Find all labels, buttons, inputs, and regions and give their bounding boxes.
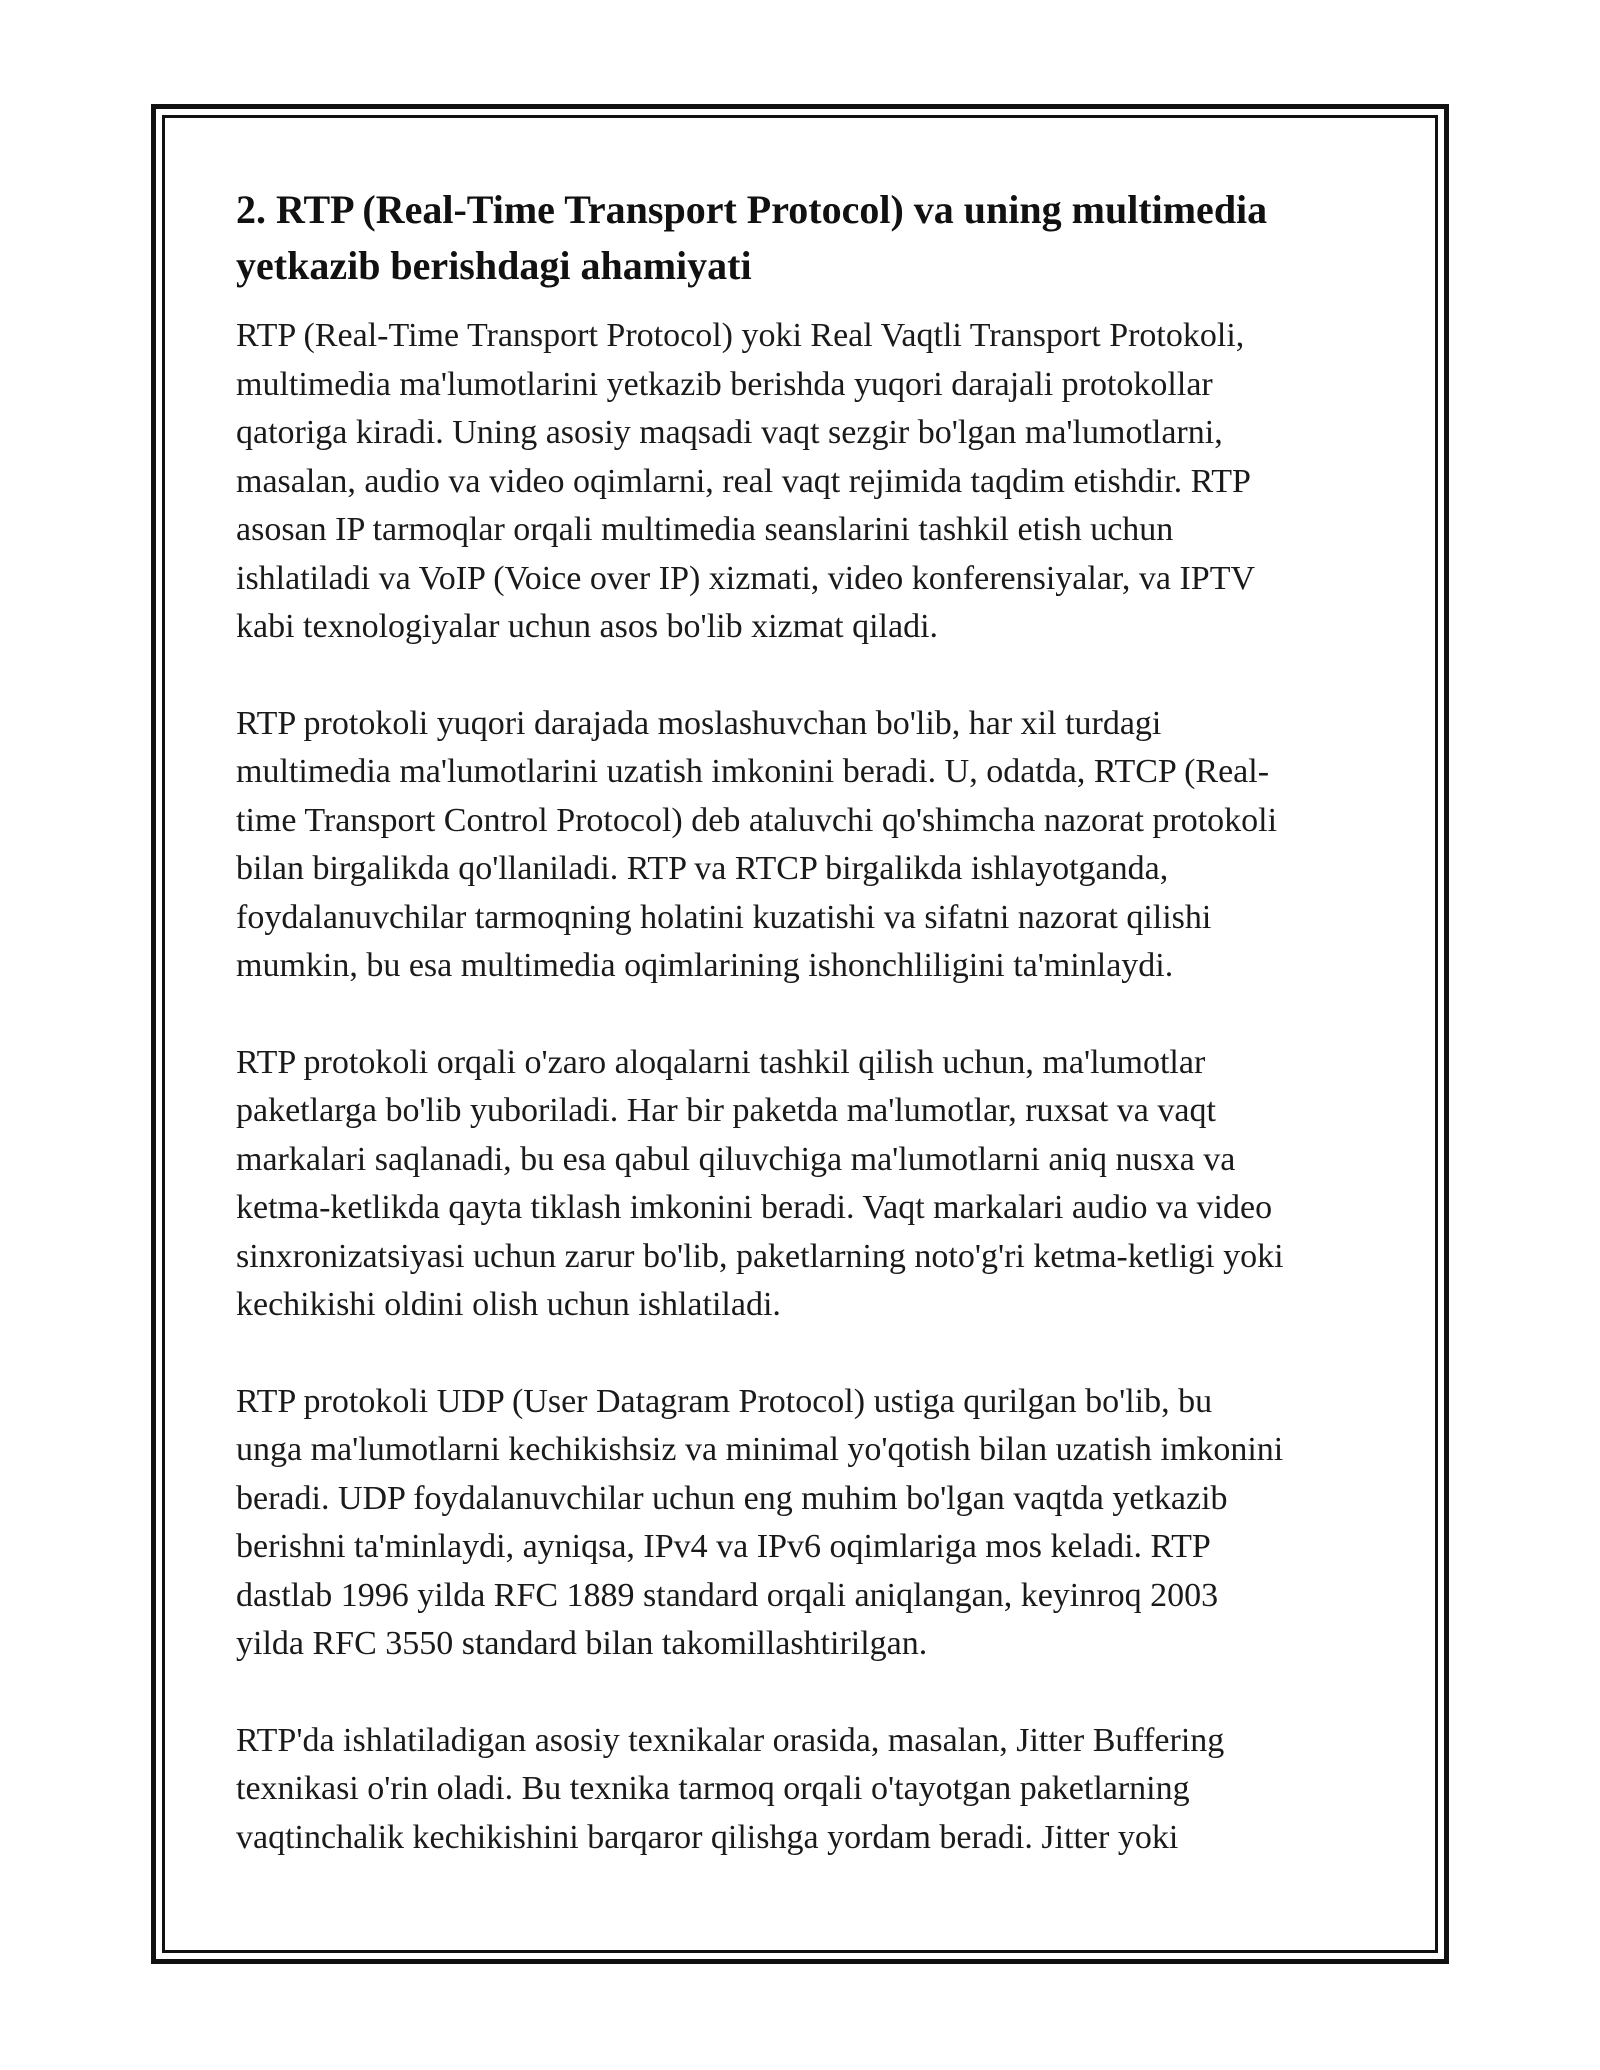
- paragraph-line: kechikishi oldini olish uchun ishlatiladi.: [236, 1286, 781, 1323]
- paragraph-line: multimedia ma'lumotlarini yetkazib berishda yuqori darajali protokollar: [236, 365, 1213, 403]
- paragraph-line: sinxronizatsiyasi uchun zarur bo'lib, paketlarning noto'g'ri ketma-ketligi yoki: [236, 1237, 1284, 1275]
- paragraph-line: bilan birgalikda qo'llaniladi. RTP va RTCP birgalikda ishlayotganda,: [236, 850, 1169, 887]
- paragraph-line: dastlab 1996 yilda RFC 1889 standard orqali aniqlangan, keyinroq 2003: [236, 1576, 1219, 1614]
- paragraph-line: yilda RFC 3550 standard bilan takomillashtirilgan.: [236, 1625, 928, 1662]
- paragraph-line: mumkin, bu esa multimedia oqimlarining ishonchliligini ta'minlaydi.: [236, 947, 1174, 984]
- section-title-line-1: 2. RTP (Real-Time Transport Protocol) va uning multimedia: [236, 187, 1268, 232]
- paragraph-line: beradi. UDP foydalanuvchilar uchun eng muhim bo'lgan vaqtda yetkazib: [236, 1479, 1228, 1517]
- paragraph-line: ketma-ketlikda qayta tiklash imkonini beradi. Vaqt markalari audio va video: [236, 1189, 1273, 1226]
- document-body: [236, 182, 1376, 1910]
- paragraph-line: RTP protokoli orqali o'zaro aloqalarni tashkil qilish uchun, ma'lumotlar: [236, 1043, 1206, 1081]
- paragraph-line: masalan, audio va video oqimlarni, real vaqt rejimida taqdim etishdir. RTP: [236, 462, 1251, 500]
- paragraph-line: vaqtinchalik kechikishini barqaror qilishga yordam beradi. Jitter yoki: [236, 1818, 1179, 1856]
- paragraph-line: multimedia ma'lumotlarini uzatish imkonini beradi. U, odatda, RTCP (Real-: [236, 753, 1270, 790]
- paragraph-line: berishni ta'minlaydi, ayniqsa, IPv4 va IPv6 oqimlariga mos keladi. RTP: [236, 1528, 1211, 1565]
- paragraph-line: qatoriga kiradi. Uning asosiy maqsadi vaqt sezgir bo'lgan ma'lumotlarni,: [236, 414, 1223, 451]
- paragraph-line: ishlatiladi va VoIP (Voice over IP) xizmati, video konferensiyalar, va IPTV: [236, 559, 1256, 597]
- paragraph-line: RTP protokoli yuqori darajada moslashuvchan bo'lib, har xil turdagi: [236, 704, 1162, 742]
- paragraph-line: texnikasi o'rin oladi. Bu texnika tarmoq orqali o'tayotgan paketlarning: [236, 1770, 1190, 1807]
- paragraph-1: [236, 312, 1376, 652]
- paragraph-4: [236, 1378, 1376, 1669]
- paragraph-line: RTP'da ishlatiladigan asosiy texnikalar orasida, masalan, Jitter Buffering: [236, 1721, 1225, 1759]
- paragraph-2: [236, 700, 1376, 991]
- paragraph-3: [236, 1039, 1376, 1330]
- paragraph-line: foydalanuvchilar tarmoqning holatini kuzatishi va sifatni nazorat qilishi: [236, 898, 1212, 936]
- paragraph-line: markalari saqlanadi, bu esa qabul qiluvchiga ma'lumotlarni aniq nusxa va: [236, 1140, 1236, 1178]
- paragraph-line: time Transport Control Protocol) deb ataluvchi qo'shimcha nazorat protokoli: [236, 801, 1278, 839]
- paragraph-line: paketlarga bo'lib yuboriladi. Har bir paketda ma'lumotlar, ruxsat va vaqt: [236, 1092, 1216, 1129]
- paragraph-line: unga ma'lumotlarni kechikishsiz va minimal yo'qotish bilan uzatish imkonini: [236, 1431, 1284, 1468]
- section-title-line-2: yetkazib berishdagi ahamiyati: [236, 243, 752, 288]
- paragraph-line: RTP protokoli UDP (User Datagram Protocol) ustiga qurilgan bo'lib, bu: [236, 1382, 1213, 1420]
- paragraph-line: asosan IP tarmoqlar orqali multimedia seanslarini tashkil etish uchun: [236, 511, 1174, 548]
- paragraph-line: kabi texnologiyalar uchun asos bo'lib xizmat qiladi.: [236, 608, 939, 645]
- paragraph-line: RTP (Real-Time Transport Protocol) yoki Real Vaqtli Transport Protokoli,: [236, 317, 1245, 354]
- paragraph-5: [236, 1717, 1376, 1863]
- section-title: [236, 182, 1376, 294]
